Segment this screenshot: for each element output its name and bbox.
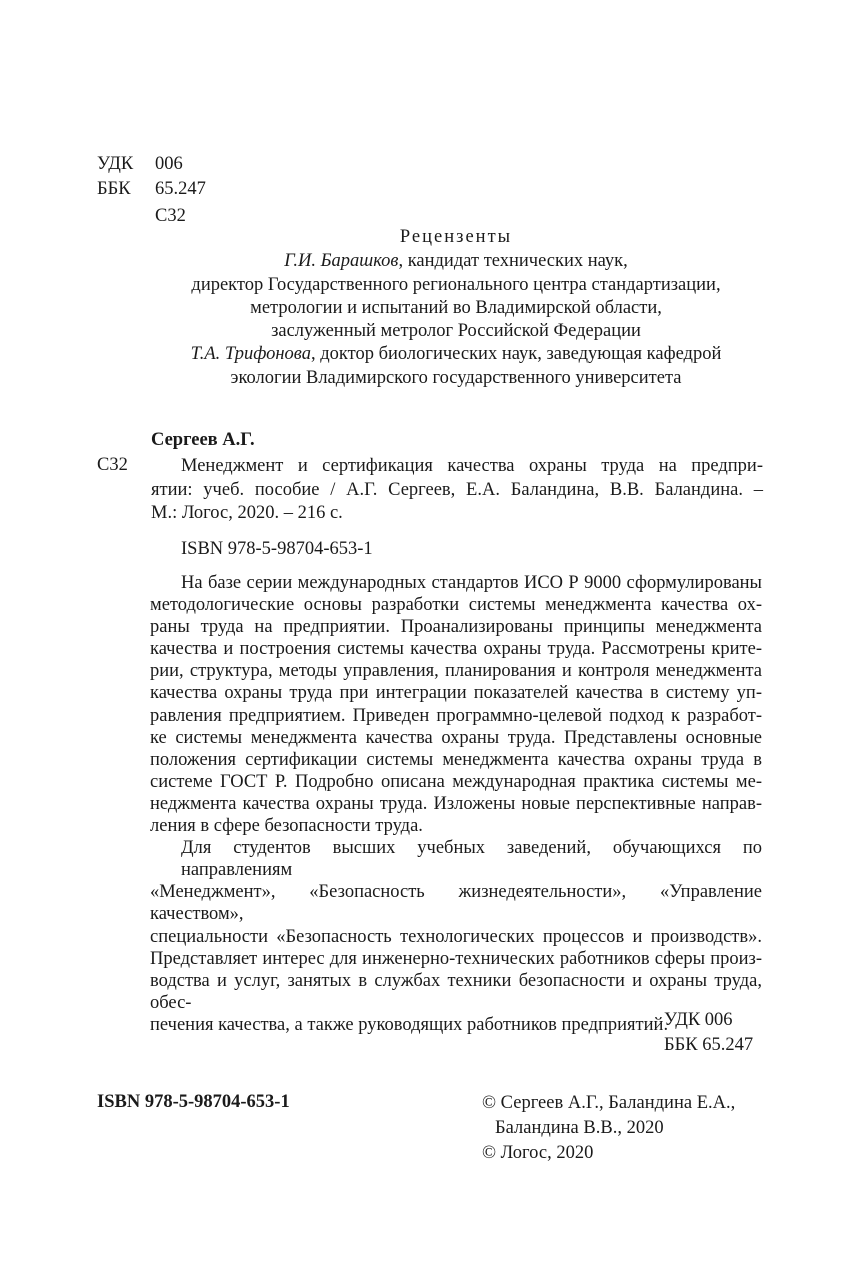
abstract-line: системе ГОСТ Р. Подробно описана международная практика системы ме- (150, 771, 762, 792)
reviewers-title: Рецензенты (399, 227, 513, 247)
footer-udk: УДК 006 (664, 1010, 733, 1030)
udk-label: УДК (97, 154, 134, 174)
abstract-line: раны труда на предприятии. Проанализированы принципы менеджмента (150, 617, 762, 638)
abstract-line: специальности «Безопасность технологических процессов и производств». (150, 926, 762, 947)
reviewer-1-line-3: метрологии и испытаний во Владимирской области, (250, 297, 662, 318)
abstract-line: Для студентов высших учебных заведений, обучающихся по направлениям (181, 838, 762, 881)
reviewer-2-line-1: Т.А. Трифонова, доктор биологических наук, заведующая кафедрой (190, 344, 722, 365)
udk-row (97, 152, 206, 177)
bbk-label: ББК (97, 179, 131, 199)
footer-isbn: ISBN 978-5-98704-653-1 (97, 1092, 290, 1112)
catalog-code: С32 (97, 455, 128, 475)
catalog-author: Сергеев А.Г. (151, 430, 255, 450)
abstract-line: неджмента качества охраны труда. Изложены новые перспективные направ- (150, 793, 762, 814)
abstract-line: качества и построения системы качества охраны труда. Рассмотрены крите- (150, 639, 762, 660)
copyright-authors: © Сергеев А.Г., Баландина Е.А., (482, 1093, 736, 1113)
reviewer-1-name: Г.И. Барашков (284, 251, 399, 272)
bbk-row (97, 177, 206, 202)
copyright-publisher: © Логос, 2020 (482, 1143, 594, 1163)
abstract-line: качества охраны труда при интеграции показателей качества в систему уп- (150, 683, 762, 704)
footer-bbk: ББК 65.247 (664, 1035, 754, 1055)
abstract (150, 572, 762, 1036)
reviewer-1-line-4: заслуженный метролог Российской Федерации (271, 321, 641, 342)
biblio-line: ятии: учеб. пособие / А.Г. Сергеев, Е.А. Баландина, В.В. Баландина. – (151, 479, 763, 500)
reviewer-1-line-2: директор Государственного регионального центра стандартизации, (191, 274, 721, 295)
bbk-value: 65.247 (155, 179, 206, 199)
classification-block (97, 152, 206, 229)
footer-classification (664, 1008, 753, 1058)
abstract-paragraph-1 (150, 572, 762, 837)
abstract-line: методологические основы разработки системы менеджмента качества ох- (150, 595, 762, 616)
udk-value: 006 (155, 154, 183, 174)
abstract-line: На базе серии международных стандартов ИСО Р 9000 сформулированы (181, 573, 762, 593)
catalog-isbn: ISBN 978-5-98704-653-1 (181, 539, 373, 559)
copyright-authors-cont: Баландина В.В., 2020 (495, 1118, 664, 1138)
bibliographic-description (151, 455, 763, 526)
reviewer-1-line-1: Г.И. Барашков, кандидат технических наук, (284, 251, 628, 272)
abstract-line: «Менеджмент», «Безопасность жизнедеятельности», «Управление качеством», (150, 882, 762, 925)
abstract-line: ке системы менеджмента качества охраны труда. Представлены основные (150, 727, 762, 748)
reviewer-2-name: Т.А. Трифонова (190, 344, 311, 365)
abstract-line: Представляет интерес для инженерно-технических работников сферы произ- (150, 948, 762, 969)
abstract-line: ления в сфере безопасности труда. (150, 816, 423, 837)
reviewer-2-line-2: экологии Владимирского государственного университета (230, 367, 682, 388)
abstract-line: положения сертификации системы менеджмента качества охраны труда в (150, 749, 762, 770)
abstract-line: печения качества, а также руководящих работников предприятий. (150, 1014, 669, 1035)
biblio-line: М.: Логос, 2020. – 216 с. (151, 503, 343, 523)
author-code: С32 (155, 206, 186, 226)
abstract-paragraph-2 (150, 837, 762, 1036)
abstract-line: водства и услуг, занятых в службах техники безопасности и охраны труда, обес- (150, 970, 762, 1013)
abstract-line: рии, структура, методы управления, планирования и контроля менеджмента (150, 661, 762, 682)
abstract-line: равления предприятием. Приведен программно-целевой подход к разработ- (150, 705, 762, 726)
biblio-line: Менеджмент и сертификация качества охраны труда на предпри- (181, 456, 763, 476)
copyright-block (482, 1091, 735, 1166)
reviewers-block (100, 226, 812, 390)
